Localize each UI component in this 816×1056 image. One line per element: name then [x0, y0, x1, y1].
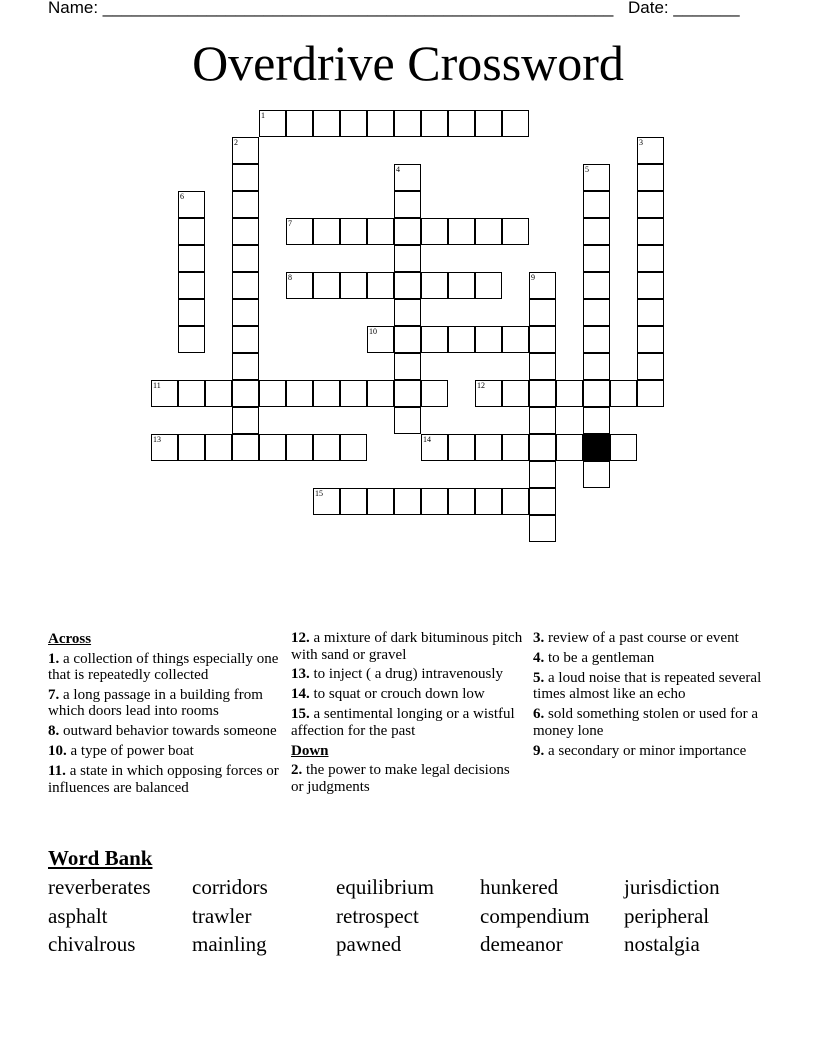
grid-cell[interactable] — [286, 272, 313, 299]
grid-cell[interactable] — [529, 461, 556, 488]
grid-cell[interactable] — [448, 488, 475, 515]
clue-across-8 — [48, 723, 280, 740]
grid-cell[interactable] — [583, 245, 610, 272]
grid-cell[interactable] — [367, 110, 394, 137]
grid-cell[interactable] — [367, 272, 394, 299]
clue-column-3 — [533, 630, 765, 762]
clue-number: 5. — [533, 669, 545, 686]
grid-cell[interactable] — [583, 461, 610, 488]
clue-number: 12. — [291, 630, 310, 646]
word-bank-item: mainling — [192, 932, 267, 957]
clue-down-4 — [533, 650, 765, 667]
grid-cell[interactable] — [529, 515, 556, 542]
word-bank-item: jurisdiction — [624, 875, 720, 899]
grid-cell[interactable] — [394, 191, 421, 218]
grid-cell[interactable] — [340, 488, 367, 515]
grid-cell[interactable] — [637, 272, 664, 299]
clue-number-label: 12 — [477, 381, 485, 390]
grid-cell[interactable] — [421, 380, 448, 407]
clue-text: to inject ( a drug) intravenously — [309, 666, 504, 683]
grid-cell[interactable] — [583, 164, 610, 191]
clue-column-1 — [48, 630, 280, 799]
clue-across-10 — [48, 743, 280, 760]
grid-cell[interactable] — [286, 380, 313, 407]
name-field-label: Name: ______________________________________________________ — [48, 0, 614, 17]
grid-cell[interactable] — [313, 272, 340, 299]
clue-number-label: 14 — [423, 435, 431, 444]
grid-cell[interactable] — [556, 380, 583, 407]
grid-cell[interactable] — [340, 272, 367, 299]
grid-cell[interactable] — [394, 245, 421, 272]
grid-cell[interactable] — [232, 326, 259, 353]
across-heading: Across — [48, 631, 92, 647]
grid-cell[interactable] — [421, 326, 448, 353]
word-bank-item: reverberates — [48, 875, 151, 899]
clue-across-13 — [291, 666, 523, 683]
word-bank-item: peripheral — [624, 903, 710, 928]
grid-cell[interactable] — [475, 110, 502, 137]
grid-cell[interactable] — [421, 434, 448, 461]
clue-down-9 — [533, 743, 765, 760]
clue-across-12 — [291, 630, 523, 663]
clue-number: 8. — [48, 723, 60, 740]
grid-cell[interactable] — [259, 110, 286, 137]
grid-cell[interactable] — [178, 218, 205, 245]
date-field-label: Date: _______ — [628, 0, 740, 17]
clue-down-2 — [291, 762, 523, 795]
grid-cell[interactable] — [151, 380, 178, 407]
clue-number-label: 9 — [531, 273, 535, 282]
grid-cell[interactable] — [178, 245, 205, 272]
clue-number: 1. — [48, 650, 60, 667]
grid-cell[interactable] — [502, 488, 529, 515]
grid-cell[interactable] — [637, 299, 664, 326]
grid-cell[interactable] — [394, 353, 421, 380]
grid-cell[interactable] — [502, 434, 529, 461]
clue-across-1 — [48, 651, 280, 684]
grid-cell[interactable] — [529, 353, 556, 380]
grid-cell[interactable] — [367, 488, 394, 515]
word-bank-item: retrospect — [336, 903, 419, 928]
grid-cell[interactable] — [583, 353, 610, 380]
clue-text: review of a past course or event — [544, 630, 739, 646]
grid-cell[interactable] — [529, 272, 556, 299]
grid-cell[interactable] — [637, 137, 664, 164]
word-bank-item: compendium — [480, 903, 590, 928]
grid-cell[interactable] — [475, 488, 502, 515]
grid-cell[interactable] — [529, 434, 556, 461]
clue-number-label: 11 — [153, 381, 161, 390]
clue-text: a loud noise that is repeated several times almost like an echo — [533, 669, 762, 703]
word-bank-item: hunkered — [480, 875, 559, 899]
grid-cell[interactable] — [232, 434, 259, 461]
grid-cell[interactable] — [610, 380, 637, 407]
grid-cell[interactable] — [232, 218, 259, 245]
clue-text: a mixture of dark bituminous pitch with sand or gravel — [291, 630, 523, 663]
grid-cell[interactable] — [232, 245, 259, 272]
clue-number: 15. — [291, 706, 310, 723]
grid-cell[interactable] — [421, 272, 448, 299]
clue-across-15 — [291, 706, 523, 739]
grid-cell[interactable] — [178, 326, 205, 353]
grid-cell[interactable] — [232, 353, 259, 380]
grid-cell[interactable] — [583, 272, 610, 299]
grid-cell[interactable] — [232, 299, 259, 326]
grid-cell[interactable] — [367, 380, 394, 407]
grid-cell[interactable] — [529, 407, 556, 434]
grid-cell[interactable] — [394, 164, 421, 191]
word-bank-title: Word Bank — [48, 846, 153, 870]
grid-cell[interactable] — [232, 407, 259, 434]
grid-cell[interactable] — [313, 218, 340, 245]
grid-cell[interactable] — [313, 380, 340, 407]
clue-number: 7. — [48, 686, 60, 703]
grid-cell[interactable] — [178, 191, 205, 218]
grid-cell[interactable] — [259, 434, 286, 461]
grid-cell[interactable] — [340, 380, 367, 407]
grid-cell[interactable] — [583, 191, 610, 218]
grid-cell[interactable] — [286, 218, 313, 245]
clue-text: a state in which opposing forces or influences are balanced — [48, 763, 279, 796]
grid-cell[interactable] — [286, 434, 313, 461]
grid-cell[interactable] — [583, 407, 610, 434]
clue-number: 13. — [291, 666, 310, 683]
grid-cell[interactable] — [205, 434, 232, 461]
grid-cell[interactable] — [178, 299, 205, 326]
clue-number-label: 7 — [288, 219, 292, 228]
word-bank-item: pawned — [336, 932, 402, 957]
grid-cell[interactable] — [340, 218, 367, 245]
clue-text: a collection of things especially one that is repeatedly collected — [48, 650, 279, 683]
grid-cell[interactable] — [529, 299, 556, 326]
clue-number: 14. — [291, 686, 310, 703]
grid-cell[interactable] — [637, 191, 664, 218]
grid-cell[interactable] — [232, 191, 259, 218]
grid-cell[interactable] — [394, 218, 421, 245]
grid-cell[interactable] — [502, 380, 529, 407]
page-title: Overdrive Crossword — [192, 35, 624, 91]
grid-cell[interactable] — [610, 434, 637, 461]
grid-cell[interactable] — [448, 110, 475, 137]
clue-across-14 — [291, 686, 523, 703]
clue-text: outward behavior towards someone — [59, 723, 277, 740]
grid-cell[interactable] — [637, 218, 664, 245]
word-bank-item: asphalt — [48, 903, 108, 928]
clue-number: 4. — [533, 649, 545, 666]
word-bank-item: equilibrium — [336, 875, 434, 899]
down-heading: Down — [291, 742, 329, 759]
clue-text: sold something stolen or used for a money lone — [533, 706, 758, 739]
grid-cell[interactable] — [475, 326, 502, 353]
grid-cell[interactable] — [637, 164, 664, 191]
clue-text: a secondary or minor importance — [544, 742, 747, 759]
clue-text: the power to make legal decisions or judgments — [291, 762, 510, 795]
grid-cell[interactable] — [475, 434, 502, 461]
grid-cell[interactable] — [367, 218, 394, 245]
clue-number-label: 8 — [288, 273, 292, 282]
grid-cell[interactable] — [313, 434, 340, 461]
grid-cell[interactable] — [394, 380, 421, 407]
clue-across-11 — [48, 763, 280, 796]
grid-cell[interactable] — [637, 326, 664, 353]
grid-cell[interactable] — [637, 245, 664, 272]
grid-cell[interactable] — [448, 272, 475, 299]
grid-cell[interactable] — [394, 326, 421, 353]
clue-column-2 — [291, 630, 523, 798]
clue-number-label: 13 — [153, 435, 161, 444]
grid-cell[interactable] — [394, 407, 421, 434]
clue-down-3 — [533, 630, 765, 647]
clue-number-label: 2 — [234, 138, 238, 147]
clue-number: 2. — [291, 762, 303, 779]
grid-cell[interactable] — [286, 110, 313, 137]
grid-cell[interactable] — [502, 218, 529, 245]
clue-across-7 — [48, 687, 280, 720]
clue-number: 9. — [533, 742, 545, 759]
grid-cell[interactable] — [394, 488, 421, 515]
clue-number: 6. — [533, 706, 545, 723]
grid-cell[interactable] — [151, 434, 178, 461]
grid-cell[interactable] — [394, 272, 421, 299]
grid-cell[interactable] — [340, 110, 367, 137]
clue-text: a sentimental longing or a wistful affection for the past — [291, 706, 515, 739]
grid-cell[interactable] — [583, 218, 610, 245]
grid-cell[interactable] — [529, 326, 556, 353]
grid-cell[interactable] — [232, 272, 259, 299]
grid-cell[interactable] — [178, 434, 205, 461]
word-bank-item: chivalrous — [48, 932, 136, 957]
grid-cell[interactable] — [583, 380, 610, 407]
grid-cell[interactable] — [394, 299, 421, 326]
grid-cell[interactable] — [205, 380, 232, 407]
clue-number-label: 6 — [180, 192, 184, 201]
word-bank-item: demeanor — [480, 932, 563, 957]
clue-text: to be a gentleman — [544, 649, 655, 666]
grid-cell-blocked — [583, 434, 610, 461]
grid-cell[interactable] — [178, 272, 205, 299]
clue-text: a long passage in a building from which doors lead into rooms — [48, 686, 263, 720]
grid-cell[interactable] — [475, 380, 502, 407]
clue-text: a type of power boat — [66, 743, 194, 760]
word-bank-item: corridors — [192, 875, 268, 899]
clue-down-6 — [533, 706, 765, 739]
clue-number: 10. — [48, 743, 67, 760]
clue-number-label: 10 — [369, 327, 377, 336]
grid-cell[interactable] — [448, 218, 475, 245]
grid-cell[interactable] — [340, 434, 367, 461]
grid-cell[interactable] — [448, 434, 475, 461]
grid-cell[interactable] — [637, 380, 664, 407]
grid-cell[interactable] — [475, 272, 502, 299]
grid-cell[interactable] — [637, 353, 664, 380]
clue-number-label: 5 — [585, 165, 589, 174]
word-bank-item: nostalgia — [624, 932, 700, 957]
grid-cell[interactable] — [529, 488, 556, 515]
clue-number-label: 3 — [639, 138, 643, 147]
grid-cell[interactable] — [475, 218, 502, 245]
grid-cell[interactable] — [232, 380, 259, 407]
grid-cell[interactable] — [421, 110, 448, 137]
grid-cell[interactable] — [421, 218, 448, 245]
grid-cell[interactable] — [367, 326, 394, 353]
grid-cell[interactable] — [583, 326, 610, 353]
grid-cell[interactable] — [421, 488, 448, 515]
clue-number: 11. — [48, 763, 66, 780]
grid-cell[interactable] — [259, 380, 286, 407]
grid-cell[interactable] — [502, 110, 529, 137]
grid-cell[interactable] — [232, 137, 259, 164]
clue-text: to squat or crouch down low — [309, 686, 485, 703]
grid-cell[interactable] — [583, 299, 610, 326]
grid-cell[interactable] — [448, 326, 475, 353]
grid-cell[interactable] — [394, 110, 421, 137]
grid-cell[interactable] — [232, 164, 259, 191]
clue-number-label: 15 — [315, 489, 323, 498]
clue-number: 3. — [533, 630, 545, 646]
grid-cell[interactable] — [178, 380, 205, 407]
grid-cell[interactable] — [556, 434, 583, 461]
clue-down-5 — [533, 670, 765, 703]
grid-cell[interactable] — [313, 110, 340, 137]
clue-number-label: 4 — [396, 165, 400, 174]
clue-number-label: 1 — [261, 111, 265, 120]
word-bank-item: trawler — [192, 903, 252, 928]
grid-cell[interactable] — [313, 488, 340, 515]
grid-cell[interactable] — [529, 380, 556, 407]
grid-cell[interactable] — [502, 326, 529, 353]
